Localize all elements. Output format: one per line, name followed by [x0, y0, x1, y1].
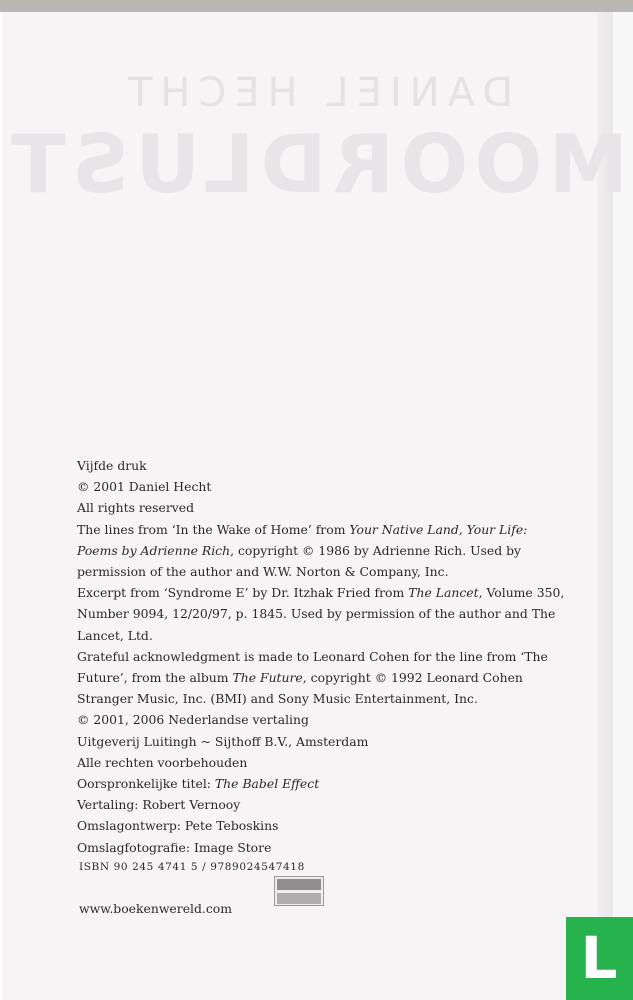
page-edge-shadow — [597, 12, 613, 1000]
bleed-through-title: MOORDLUST — [5, 118, 628, 211]
credit-line: Omslagontwerp: Pete Teboskins — [77, 818, 279, 834]
credit-line-text: , copyright © 1986 by Adrienne Rich. Used by — [230, 542, 522, 558]
credit-line: © 2001, 2006 Nederlandse vertaling — [77, 712, 309, 728]
credit-line: Number 9094, 12/20/97, p. 1845. Used by permission of the author and The — [77, 606, 556, 622]
bleed-through-author: DANIEL HECHT — [119, 70, 514, 116]
credit-line: Stranger Music, Inc. (BMI) and Sony Music Entertainment, Inc. — [77, 691, 478, 707]
credit-line: Alle rechten voorbehouden — [77, 754, 248, 770]
credit-line: permission of the author and W.W. Norton & Company, Inc. — [77, 564, 449, 580]
credit-line-title: The Lancet — [408, 585, 479, 601]
publisher-logo-bar — [277, 893, 321, 904]
credit-line: Lancet, Ltd. — [77, 627, 153, 643]
credit-line: All rights reserved — [77, 500, 195, 516]
publisher-logo-bar — [277, 879, 321, 890]
credit-line-title: Poems by Adrienne Rich — [77, 542, 231, 558]
credit-line — [77, 519, 582, 540]
isbn-number: ISBN 90 245 4741 5 / 9789024547418 — [79, 861, 305, 873]
credit-line-text: Future’, from the album — [77, 670, 233, 686]
seller-watermark-sticker — [566, 917, 633, 1000]
credit-line — [77, 582, 582, 603]
credit-line-title: Your Native Land, Your Life: — [349, 521, 528, 537]
copyright-credits — [77, 455, 582, 858]
credit-line-text: The lines from ‘In the Wake of Home’ from — [77, 521, 350, 537]
scan-border-right — [613, 12, 633, 1000]
credit-line — [77, 540, 582, 561]
credit-line: Omslagfotografie: Image Store — [77, 839, 272, 855]
credit-line-text: , Volume 350, — [478, 585, 565, 601]
credit-line: Vijfde druk — [77, 458, 147, 473]
publisher-logo-icon — [274, 876, 324, 906]
credit-line-text: Oorspronkelijke titel: — [77, 776, 215, 792]
credit-line — [77, 773, 582, 794]
credit-line: Uitgeverij Luitingh ~ Sijthoff B.V., Amsterdam — [77, 733, 369, 749]
credit-line-title: The Future — [232, 670, 303, 686]
credit-line: Vertaling: Robert Vernooy — [77, 797, 241, 813]
credit-line: © 2001 Daniel Hecht — [77, 479, 212, 495]
credit-line-title: The Babel Effect — [214, 776, 320, 792]
scan-border-top — [0, 0, 633, 12]
credit-line — [77, 667, 582, 688]
watermark-letter-icon: L — [580, 924, 618, 992]
credit-line: Grateful acknowledgment is made to Leonard Cohen for the line from ‘The — [77, 648, 548, 664]
credit-line-text: , copyright © 1992 Leonard Cohen — [302, 670, 523, 686]
credit-line-text: Excerpt from ‘Syndrome E’ by Dr. Itzhak Fried from — [77, 585, 409, 601]
publisher-website: www.boekenwereld.com — [79, 901, 233, 916]
